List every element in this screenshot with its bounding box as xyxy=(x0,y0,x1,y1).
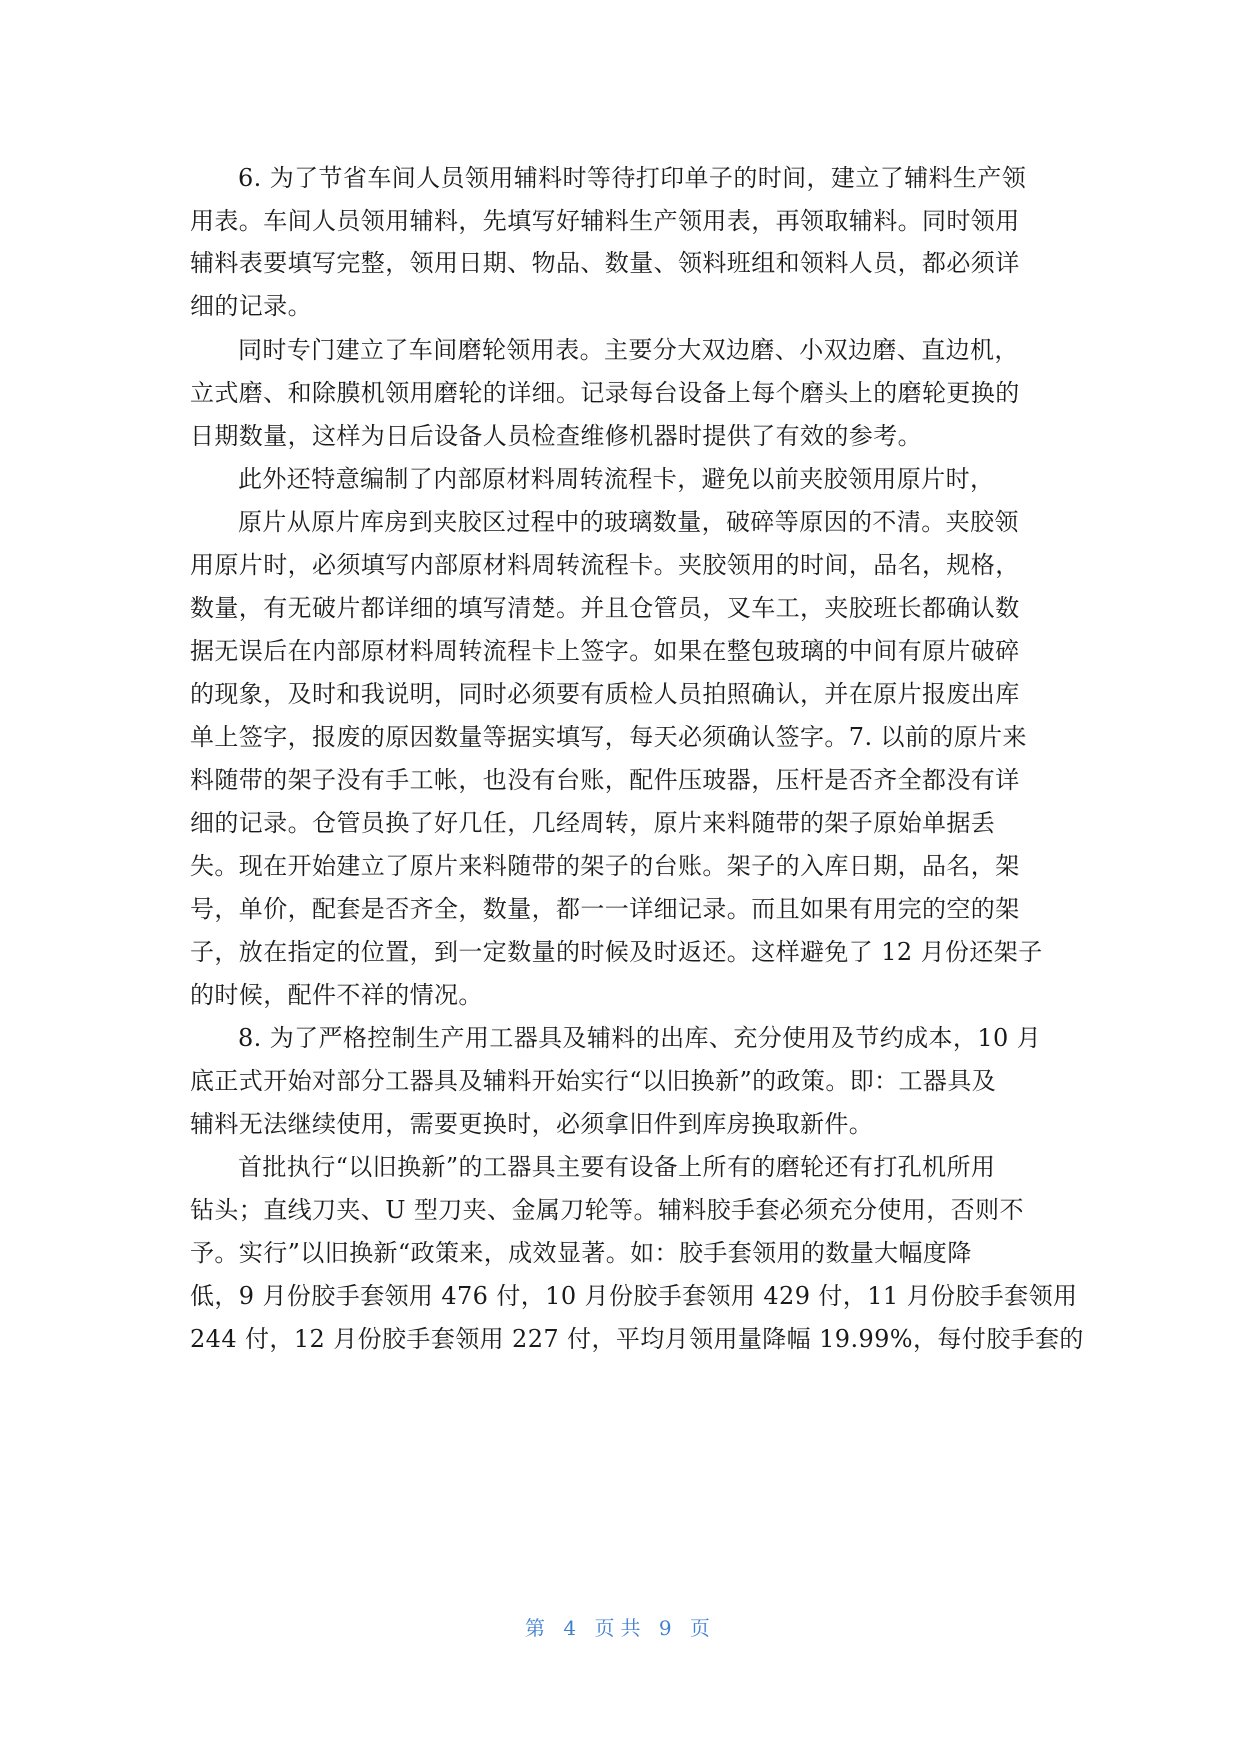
paragraph-line: 低，9 月份胶手套领用 476 付，10 月份胶手套领用 429 付，11 月份胶手套领用 xyxy=(190,1282,1078,1310)
paragraph-line: 首批执行“以旧换新”的工器具主要有设备上所有的磨轮还有打孔机所用 xyxy=(238,1153,996,1181)
paragraph-line: 细的记录。 xyxy=(190,292,312,320)
paragraph-line: 料随带的架子没有手工帐，也没有台账，配件压玻器，压杆是否齐全都没有详 xyxy=(190,766,1020,794)
paragraph-line: 244 付，12 月份胶手套领用 227 付，平均月领用量降幅 19.99%，每付胶手套的 xyxy=(190,1325,1084,1353)
paragraph-line: 用原片时，必须填写内部原材料周转流程卡。夹胶领用的时间，品名，规格， xyxy=(190,551,1020,579)
paragraph-line: 子，放在指定的位置，到一定数量的时候及时返还。这样避免了 12 月份还架子 xyxy=(190,938,1043,966)
paragraph-line: 原片从原片库房到夹胶区过程中的玻璃数量，破碎等原因的不清。夹胶领 xyxy=(238,508,1019,536)
paragraph-line: 6. 为了节省车间人员领用辅料时等待打印单子的时间，建立了辅料生产领 xyxy=(238,164,1027,192)
paragraph-line: 号，单价，配套是否齐全，数量，都一一详细记录。而且如果有用完的空的架 xyxy=(190,895,1020,923)
paragraph-line: 立式磨、和除膜机领用磨轮的详细。记录每台设备上每个磨头上的磨轮更换的 xyxy=(190,379,1020,407)
paragraph-line: 用表。车间人员领用辅料，先填写好辅料生产领用表，再领取辅料。同时领用 xyxy=(190,207,1020,235)
paragraph-line: 数量，有无破片都详细的填写清楚。并且仓管员，叉车工，夹胶班长都确认数 xyxy=(190,594,1020,622)
paragraph-line: 失。现在开始建立了原片来料随带的架子的台账。架子的入库日期，品名，架 xyxy=(190,852,1020,880)
paragraph-line: 同时专门建立了车间磨轮领用表。主要分大双边磨、小双边磨、直边机， xyxy=(238,336,1019,364)
page-number-footer: 第 4 页共 9 页 xyxy=(525,1616,716,1640)
paragraph-line: 底正式开始对部分工器具及辅料开始实行“以旧换新”的政策。即：工器具及 xyxy=(190,1067,997,1095)
paragraph-line: 8. 为了严格控制生产用工器具及辅料的出库、充分使用及节约成本，10 月 xyxy=(238,1024,1042,1052)
paragraph-line: 的现象，及时和我说明，同时必须要有质检人员拍照确认，并在原片报废出库 xyxy=(190,680,1020,708)
paragraph-line: 的时候，配件不祥的情况。 xyxy=(190,981,483,1009)
paragraph-line: 单上签字，报废的原因数量等据实填写，每天必须确认签字。7. 以前的原片来 xyxy=(190,723,1027,751)
paragraph-line: 日期数量，这样为日后设备人员检查维修机器时提供了有效的参考。 xyxy=(190,422,922,450)
paragraph-line: 辅料表要填写完整，领用日期、物品、数量、领料班组和领料人员，都必须详 xyxy=(190,249,1020,277)
paragraph-line: 予。实行”以旧换新“政策来，成效显著。如：胶手套领用的数量大幅度降 xyxy=(190,1239,972,1267)
paragraph-line: 细的记录。仓管员换了好几任，几经周转，原片来料随带的架子原始单据丢 xyxy=(190,809,996,837)
paragraph-line: 此外还特意编制了内部原材料周转流程卡，避免以前夹胶领用原片时， xyxy=(238,465,995,493)
paragraph-line: 辅料无法继续使用，需要更换时，必须拿旧件到库房换取新件。 xyxy=(190,1110,874,1138)
paragraph-line: 钻头；直线刀夹、U 型刀夹、金属刀轮等。辅料胶手套必须充分使用，否则不 xyxy=(190,1196,1024,1224)
paragraph-line: 据无误后在内部原材料周转流程卡上签字。如果在整包玻璃的中间有原片破碎 xyxy=(190,637,1020,665)
